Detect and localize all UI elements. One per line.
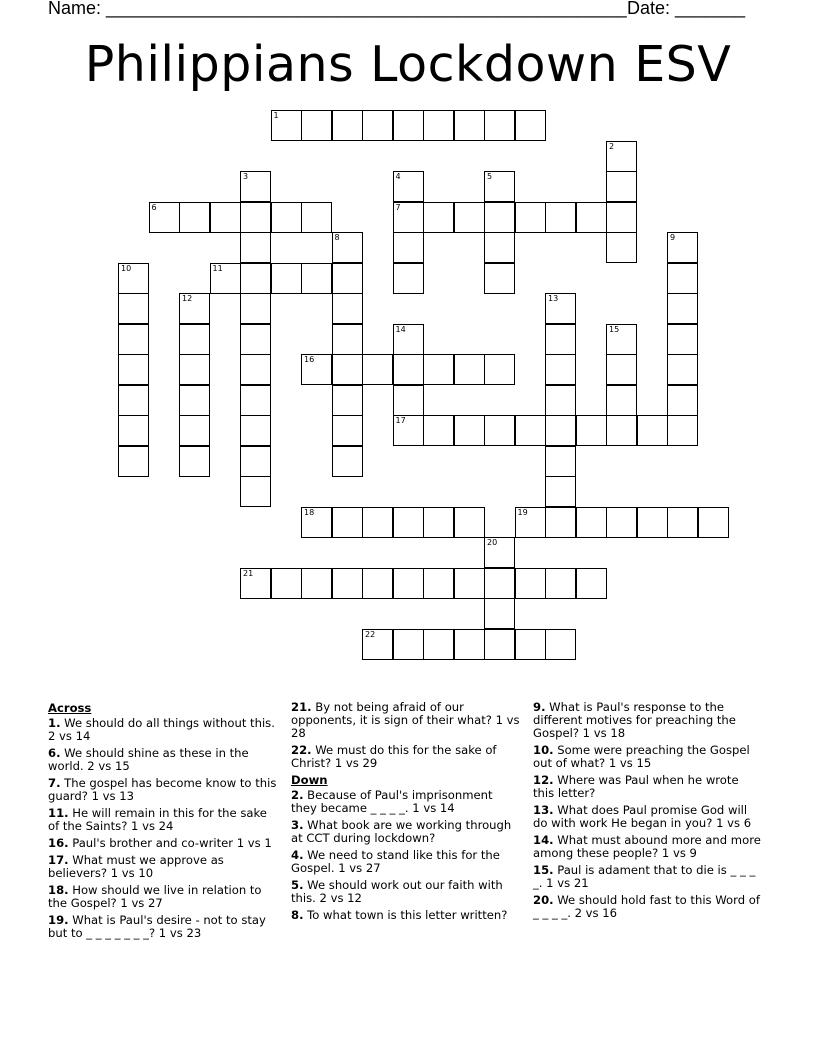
grid-cell[interactable]	[484, 629, 515, 660]
across-clue	[48, 747, 278, 773]
grid-cell[interactable]	[179, 446, 210, 477]
across-clue	[48, 777, 278, 803]
grid-cell[interactable]	[423, 202, 454, 233]
grid-cell[interactable]	[454, 629, 485, 660]
grid-cell[interactable]	[667, 293, 698, 324]
grid-cell[interactable]	[606, 232, 637, 263]
grid-cell[interactable]	[362, 354, 393, 385]
clue-text: How should we live in relation to the Gospel? 1 vs 27	[48, 883, 262, 910]
grid-cell[interactable]	[332, 263, 363, 294]
grid-cell[interactable]	[179, 354, 210, 385]
grid-cell[interactable]	[271, 568, 302, 599]
clue-number-label: 3.	[291, 818, 304, 832]
clue-text: To what town is this letter written?	[307, 908, 508, 922]
clue-text: What book are we working through at CCT during lockdown?	[291, 818, 512, 845]
grid-cell[interactable]	[393, 629, 424, 660]
across-clue	[291, 701, 521, 740]
name-label: Name:	[48, 0, 102, 18]
grid-cell[interactable]	[545, 202, 576, 233]
clue-number: 3	[243, 172, 249, 181]
grid-cell[interactable]	[393, 568, 424, 599]
grid-cell[interactable]	[515, 629, 546, 660]
date-blank: _______	[675, 0, 746, 18]
clue-number: 8	[334, 233, 340, 242]
clue-number: 21	[243, 568, 254, 578]
clue-number-label: 19.	[48, 913, 69, 927]
clue-text: The gospel has become know to this guard? 1 vs 13	[48, 776, 277, 803]
grid-cell[interactable]	[240, 446, 271, 477]
grid-cell[interactable]	[454, 415, 485, 446]
clue-number: 18	[304, 507, 315, 517]
clue-number-label: 8.	[291, 908, 304, 922]
clue-text: We should hold fast to this Word of _ _ _ _. 2 vs 16	[533, 893, 760, 920]
grid-cell[interactable]	[423, 110, 454, 141]
clue-text: What is Paul's desire - not to stay but to _ _ _ _ _ _ _? 1 vs 23	[48, 913, 266, 940]
grid-cell[interactable]	[606, 385, 637, 416]
clue-number-label: 12.	[533, 773, 554, 787]
down-clue	[533, 864, 763, 890]
grid-cell[interactable]	[515, 110, 546, 141]
down-clue	[533, 774, 763, 800]
grid-cell[interactable]	[332, 354, 363, 385]
grid-cell[interactable]	[667, 385, 698, 416]
grid-cell[interactable]	[332, 324, 363, 355]
clue-number-label: 15.	[533, 863, 554, 877]
grid-cell[interactable]	[606, 202, 637, 233]
clue-text: We should shine as these in the world. 2 vs 15	[48, 746, 249, 773]
grid-cell[interactable]	[393, 171, 424, 202]
grid-cell[interactable]	[118, 446, 149, 477]
grid-cell[interactable]	[240, 476, 271, 507]
grid-cell[interactable]	[240, 171, 271, 202]
clue-text: Some were preaching the Gospel out of what? 1 vs 15	[533, 743, 750, 770]
down-clue	[291, 849, 521, 875]
grid-cell[interactable]	[179, 415, 210, 446]
grid-cell[interactable]	[667, 324, 698, 355]
clue-text: Because of Paul's imprisonment they became _ _ _ _. 1 vs 14	[291, 788, 493, 815]
grid-cell[interactable]	[393, 202, 424, 233]
clue-text: Where was Paul when he wrote this letter?	[533, 773, 739, 800]
grid-cell[interactable]	[179, 385, 210, 416]
clues-column-2	[291, 701, 521, 926]
clue-number: 6	[151, 202, 157, 212]
grid-cell[interactable]	[545, 507, 576, 538]
grid-cell[interactable]	[240, 568, 271, 599]
clue-number-label: 6.	[48, 746, 61, 760]
down-clue	[533, 804, 763, 830]
grid-cell[interactable]	[118, 263, 149, 294]
grid-cell[interactable]	[545, 385, 576, 416]
clue-number: 16	[304, 355, 315, 364]
down-heading: Down	[291, 773, 328, 787]
grid-cell[interactable]	[667, 415, 698, 446]
grid-cell[interactable]	[118, 385, 149, 416]
date-label: Date:	[627, 0, 671, 18]
grid-cell[interactable]	[423, 568, 454, 599]
clue-number-label: 22.	[291, 743, 312, 757]
clue-text: By not being afraid of our opponents, it is sign of their what? 1 vs 28	[291, 700, 520, 740]
grid-cell[interactable]	[240, 263, 271, 294]
clue-number-label: 11.	[48, 806, 69, 820]
grid-cell[interactable]	[454, 202, 485, 233]
grid-cell[interactable]	[423, 354, 454, 385]
clue-number: 20	[487, 538, 498, 547]
grid-cell[interactable]	[393, 324, 424, 355]
clue-number: 17	[395, 416, 406, 425]
grid-cell[interactable]	[667, 232, 698, 263]
grid-cell[interactable]	[545, 293, 576, 324]
grid-cell[interactable]	[576, 507, 607, 538]
grid-cell[interactable]	[271, 202, 302, 233]
down-clue	[291, 909, 521, 922]
grid-cell[interactable]	[362, 568, 393, 599]
grid-cell[interactable]	[576, 568, 607, 599]
clues-column-3	[533, 701, 763, 924]
clue-number-label: 5.	[291, 878, 304, 892]
clue-text: What is Paul's response to the different motives for preaching the Gospel? 1 vs 18	[533, 700, 736, 740]
grid-cell[interactable]	[667, 263, 698, 294]
grid-cell[interactable]	[545, 446, 576, 477]
grid-cell[interactable]	[545, 415, 576, 446]
clue-number: 15	[609, 324, 620, 334]
grid-cell[interactable]	[454, 110, 485, 141]
grid-cell[interactable]	[332, 446, 363, 477]
grid-cell[interactable]	[210, 263, 241, 294]
grid-cell[interactable]	[393, 232, 424, 263]
grid-cell[interactable]	[484, 354, 515, 385]
grid-cell[interactable]	[545, 324, 576, 355]
grid-cell[interactable]	[484, 537, 515, 568]
grid-cell[interactable]	[698, 507, 729, 538]
across-clue	[48, 837, 278, 850]
clue-text: What must we approve as believers? 1 vs 10	[48, 853, 224, 880]
grid-cell[interactable]	[301, 354, 332, 385]
clue-number-label: 14.	[533, 833, 554, 847]
clue-number: 22	[365, 629, 376, 639]
grid-cell[interactable]	[576, 202, 607, 233]
grid-cell[interactable]	[210, 202, 241, 233]
grid-cell[interactable]	[423, 415, 454, 446]
across-clue	[48, 884, 278, 910]
grid-cell[interactable]	[240, 202, 271, 233]
grid-cell[interactable]	[332, 568, 363, 599]
grid-cell[interactable]	[301, 110, 332, 141]
grid-cell[interactable]	[118, 354, 149, 385]
grid-cell[interactable]	[515, 202, 546, 233]
grid-cell[interactable]	[179, 202, 210, 233]
grid-cell[interactable]	[515, 507, 546, 538]
clue-number: 13	[548, 294, 559, 303]
grid-cell[interactable]	[240, 415, 271, 446]
grid-cell[interactable]	[606, 507, 637, 538]
grid-cell[interactable]	[606, 354, 637, 385]
clue-number: 10	[121, 263, 132, 273]
grid-cell[interactable]	[149, 202, 180, 233]
clue-number-label: 20.	[533, 893, 554, 907]
clue-number-label: 10.	[533, 743, 554, 757]
clue-text: We need to stand like this for the Gospel. 1 vs 27	[291, 848, 500, 875]
grid-cell[interactable]	[484, 415, 515, 446]
grid-cell[interactable]	[393, 507, 424, 538]
grid-cell[interactable]	[515, 568, 546, 599]
grid-cell[interactable]	[637, 507, 668, 538]
grid-cell[interactable]	[362, 507, 393, 538]
grid-cell[interactable]	[484, 263, 515, 294]
grid-cell[interactable]	[393, 415, 424, 446]
clue-text: What must abound more and more among these people? 1 vs 9	[533, 833, 761, 860]
clue-number-label: 7.	[48, 776, 61, 790]
clue-text: What does Paul promise God will do with work He began in you? 1 vs 6	[533, 803, 752, 830]
grid-cell[interactable]	[332, 293, 363, 324]
grid-cell[interactable]	[454, 568, 485, 599]
grid-cell[interactable]	[301, 507, 332, 538]
grid-cell[interactable]	[484, 202, 515, 233]
across-clue	[48, 854, 278, 880]
grid-cell[interactable]	[423, 629, 454, 660]
grid-cell[interactable]	[362, 110, 393, 141]
grid-cell[interactable]	[301, 568, 332, 599]
grid-cell[interactable]	[393, 354, 424, 385]
grid-cell[interactable]	[393, 385, 424, 416]
grid-cell[interactable]	[545, 568, 576, 599]
clue-number: 11	[212, 263, 223, 273]
clue-number: 14	[395, 324, 406, 334]
grid-cell[interactable]	[484, 232, 515, 263]
grid-cell[interactable]	[118, 293, 149, 324]
page-title: Philippians Lockdown ESV	[84, 36, 732, 93]
grid-cell[interactable]	[423, 507, 454, 538]
grid-cell[interactable]	[240, 354, 271, 385]
grid-cell[interactable]	[454, 507, 485, 538]
clue-number-label: 2.	[291, 788, 304, 802]
clue-number-label: 16.	[48, 836, 69, 850]
clues-column-1	[48, 701, 278, 944]
clue-number: 4	[395, 172, 401, 181]
clue-text: Paul is adament that to die is _ _ _ _. 1 vs 21	[533, 863, 756, 890]
clue-number-label: 9.	[533, 700, 546, 714]
grid-cell[interactable]	[454, 354, 485, 385]
down-clue	[533, 834, 763, 860]
across-clue	[48, 717, 278, 743]
clue-number: 5	[487, 172, 493, 181]
grid-cell[interactable]	[606, 141, 637, 172]
grid-cell[interactable]	[332, 507, 363, 538]
grid-cell[interactable]	[271, 263, 302, 294]
grid-cell[interactable]	[545, 476, 576, 507]
clue-number-label: 21.	[291, 700, 312, 714]
grid-cell[interactable]	[484, 171, 515, 202]
grid-cell[interactable]	[545, 354, 576, 385]
grid-cell[interactable]	[118, 415, 149, 446]
clue-number: 9	[670, 233, 676, 242]
grid-cell[interactable]	[271, 110, 302, 141]
grid-cell[interactable]	[301, 202, 332, 233]
grid-cell[interactable]	[332, 385, 363, 416]
clue-number: 19	[517, 507, 528, 517]
grid-cell[interactable]	[332, 232, 363, 263]
clue-number-label: 1.	[48, 716, 61, 730]
grid-cell[interactable]	[179, 293, 210, 324]
name-blank: ____________________________________________________	[106, 0, 627, 18]
clue-number: 12	[182, 294, 193, 303]
across-clue	[48, 807, 278, 833]
grid-cell[interactable]	[637, 415, 668, 446]
grid-cell[interactable]	[301, 263, 332, 294]
grid-cell[interactable]	[545, 629, 576, 660]
grid-cell[interactable]	[484, 110, 515, 141]
grid-cell[interactable]	[606, 415, 637, 446]
across-heading: Across	[48, 701, 92, 715]
grid-cell[interactable]	[484, 598, 515, 629]
grid-cell[interactable]	[118, 324, 149, 355]
clue-number-label: 17.	[48, 853, 69, 867]
grid-cell[interactable]	[240, 385, 271, 416]
clue-number-label: 13.	[533, 803, 554, 817]
clue-number-label: 4.	[291, 848, 304, 862]
clue-text: We must do this for the sake of Christ? 1 vs 29	[291, 743, 497, 770]
grid-cell[interactable]	[240, 232, 271, 263]
grid-cell[interactable]	[393, 263, 424, 294]
grid-cell[interactable]	[576, 415, 607, 446]
grid-cell[interactable]	[240, 293, 271, 324]
down-clue	[533, 894, 763, 920]
grid-cell[interactable]	[332, 110, 363, 141]
down-clue	[533, 744, 763, 770]
clue-number: 1	[273, 111, 279, 120]
clue-number: 2	[609, 141, 615, 151]
across-clue	[48, 914, 278, 940]
grid-cell[interactable]	[362, 629, 393, 660]
grid-cell[interactable]	[606, 324, 637, 355]
grid-cell[interactable]	[606, 171, 637, 202]
clue-number: 7	[395, 202, 401, 212]
across-clue	[291, 744, 521, 770]
down-clue	[291, 879, 521, 905]
clue-text: We should work out our faith with this. 2 vs 12	[291, 878, 503, 905]
down-clue	[533, 701, 763, 740]
grid-cell[interactable]	[393, 110, 424, 141]
grid-cell[interactable]	[484, 568, 515, 599]
grid-cell[interactable]	[332, 415, 363, 446]
clue-number-label: 18.	[48, 883, 69, 897]
grid-cell[interactable]	[667, 354, 698, 385]
down-clue	[291, 789, 521, 815]
down-clue	[291, 819, 521, 845]
grid-cell[interactable]	[240, 324, 271, 355]
clue-text: Paul's brother and co-writer 1 vs 1	[72, 836, 272, 850]
grid-cell[interactable]	[515, 415, 546, 446]
clue-text: We should do all things without this. 2 vs 14	[48, 716, 275, 743]
grid-cell[interactable]	[667, 507, 698, 538]
grid-cell[interactable]	[179, 324, 210, 355]
clue-text: He will remain in this for the sake of the Saints? 1 vs 24	[48, 806, 267, 833]
